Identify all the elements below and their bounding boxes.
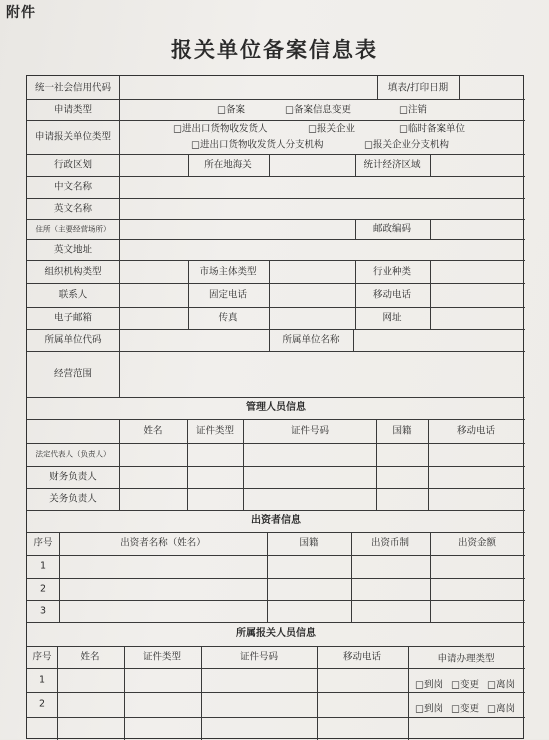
row-divider: [27, 510, 525, 511]
staff-row-index: 1: [38, 674, 46, 686]
apply-option-register[interactable]: □备案: [217, 104, 245, 116]
col-divider: [430, 154, 431, 176]
staff-col-id-number: 证件号码: [239, 651, 279, 663]
industry-label: 行业种类: [372, 266, 412, 278]
parent-code-label: 所属单位代码: [44, 334, 102, 346]
form-title: 报关单位备案信息表: [171, 37, 378, 62]
row-divider: [27, 646, 525, 647]
col-divider: [119, 76, 120, 397]
investors-col-index: 序号: [33, 537, 53, 549]
staff-row2-option-change[interactable]: □变更: [451, 703, 479, 715]
col-divider: [459, 76, 460, 99]
customs-label: 所在地海关: [204, 159, 252, 171]
managers-col-mobile: 移动电话: [456, 425, 496, 437]
en-name-label: 英文名称: [53, 203, 93, 215]
col-divider: [119, 419, 120, 510]
row-divider: [27, 622, 525, 623]
unit-option-temporary[interactable]: □临时备案单位: [399, 123, 465, 135]
staff-row2-option-leave[interactable]: □离岗: [487, 703, 515, 715]
row-divider: [27, 692, 525, 693]
unit-type-label: 申请报关单位类型: [34, 131, 112, 143]
unit-option-broker-branch[interactable]: □报关企业分支机构: [364, 139, 449, 151]
staff-col-mobile: 移动电话: [342, 651, 382, 663]
col-divider: [430, 219, 431, 239]
col-divider: [430, 260, 431, 329]
row-divider: [27, 397, 525, 398]
col-divider: [269, 329, 270, 351]
managers-section-title: 管理人员信息: [246, 402, 306, 413]
col-divider: [269, 154, 270, 176]
managers-col-nationality: 国籍: [392, 425, 412, 437]
row-divider: [27, 99, 525, 100]
region-label: 行政区划: [53, 159, 93, 171]
col-divider: [57, 646, 58, 740]
row-divider: [27, 239, 525, 240]
col-divider: [355, 154, 356, 176]
parent-name-label: 所属单位名称: [282, 334, 340, 346]
econ-zone-label: 统计经济区域: [363, 159, 421, 171]
investors-row-index: 1: [39, 560, 47, 572]
investors-col-nationality: 国籍: [299, 537, 319, 549]
staff-row2-option-onboard[interactable]: □到岗: [415, 703, 443, 715]
row-divider: [27, 120, 525, 121]
apply-type-label: 申请类型: [53, 104, 93, 116]
investors-col-name: 出资者名称（姓名）: [120, 537, 206, 549]
investors-row-index: 2: [39, 583, 47, 595]
website-label: 网址: [382, 312, 402, 324]
col-divider: [124, 646, 125, 740]
row-divider: [27, 578, 525, 579]
print-date-label: 填表/打印日期: [387, 82, 449, 94]
org-type-label: 组织机构类型: [44, 266, 102, 278]
form-table: [26, 75, 524, 739]
col-divider: [187, 419, 188, 510]
unit-option-consignee-branch[interactable]: □进出口货物收发货人分支机构: [191, 139, 324, 151]
row-divider: [27, 198, 525, 199]
staff-col-id-type: 证件类型: [142, 651, 182, 663]
col-divider: [355, 219, 356, 239]
market-type-label: 市场主体类型: [199, 266, 257, 278]
managers-col-id-type: 证件类型: [195, 425, 235, 437]
staff-row1-option-leave[interactable]: □离岗: [487, 679, 515, 691]
row-divider: [27, 419, 525, 420]
postcode-label: 邮政编码: [372, 223, 412, 235]
staff-row1-option-change[interactable]: □变更: [451, 679, 479, 691]
col-divider: [428, 419, 429, 510]
col-divider: [351, 532, 352, 622]
col-divider: [243, 419, 244, 510]
row-divider: [27, 351, 525, 352]
col-divider: [355, 260, 356, 329]
email-label: 电子邮箱: [53, 312, 93, 324]
row-divider: [27, 154, 525, 155]
row-divider: [27, 219, 525, 220]
col-divider: [353, 329, 354, 351]
col-divider: [377, 76, 378, 99]
row-divider: [27, 283, 525, 284]
investors-row-index: 3: [39, 605, 47, 617]
col-divider: [201, 646, 202, 740]
address-label: 住所（主要经营场所）: [35, 224, 111, 234]
row-divider: [27, 443, 525, 444]
phone-label: 固定电话: [208, 289, 248, 301]
row-divider: [27, 260, 525, 261]
apply-option-cancel[interactable]: □注销: [399, 104, 427, 116]
staff-col-apply-type: 申请办理类型: [437, 653, 495, 665]
row-divider: [27, 668, 525, 669]
apply-option-change[interactable]: □备案信息变更: [285, 104, 351, 116]
attachment-label: 附件: [6, 5, 36, 21]
staff-section-title: 所属报关人员信息: [236, 628, 316, 639]
managers-col-name: 姓名: [143, 425, 163, 437]
fax-label: 传真: [218, 312, 238, 324]
row-divider: [27, 176, 525, 177]
managers-col-id-number: 证件号码: [290, 425, 330, 437]
col-divider: [188, 154, 189, 176]
col-divider: [317, 646, 318, 740]
investors-section-title: 出资者信息: [251, 515, 301, 526]
col-divider: [376, 419, 377, 510]
row-divider: [27, 466, 525, 467]
cn-name-label: 中文名称: [53, 181, 93, 193]
row-divider: [27, 717, 525, 718]
row-divider: [27, 600, 525, 601]
en-address-label: 英文地址: [53, 244, 93, 256]
investors-col-amount: 出资金额: [457, 537, 497, 549]
row-divider: [27, 307, 525, 308]
managers-row-finance: 财务负责人: [49, 471, 97, 483]
row-divider: [27, 488, 525, 489]
managers-row-legal-rep: 法定代表人（负责人）: [35, 449, 111, 459]
col-divider: [188, 260, 189, 329]
row-divider: [27, 555, 525, 556]
row-divider: [27, 329, 525, 330]
staff-row-index: 2: [38, 698, 46, 710]
row-divider: [27, 532, 525, 533]
managers-row-customs: 关务负责人: [49, 493, 97, 505]
col-divider: [408, 646, 409, 740]
col-divider: [59, 532, 60, 622]
contact-label: 联系人: [58, 289, 88, 301]
unit-option-broker[interactable]: □报关企业: [308, 123, 355, 135]
col-divider: [430, 532, 431, 622]
staff-col-index: 序号: [32, 651, 52, 663]
scope-label: 经营范围: [53, 368, 93, 380]
staff-col-name: 姓名: [80, 651, 100, 663]
investors-col-currency: 出资币制: [370, 537, 410, 549]
unit-option-consignee[interactable]: □进出口货物收发货人: [173, 123, 268, 135]
col-divider: [269, 260, 270, 329]
credit-code-label: 统一社会信用代码: [34, 82, 112, 94]
mobile-label: 移动电话: [372, 289, 412, 301]
staff-row1-option-onboard[interactable]: □到岗: [415, 679, 443, 691]
col-divider: [267, 532, 268, 622]
